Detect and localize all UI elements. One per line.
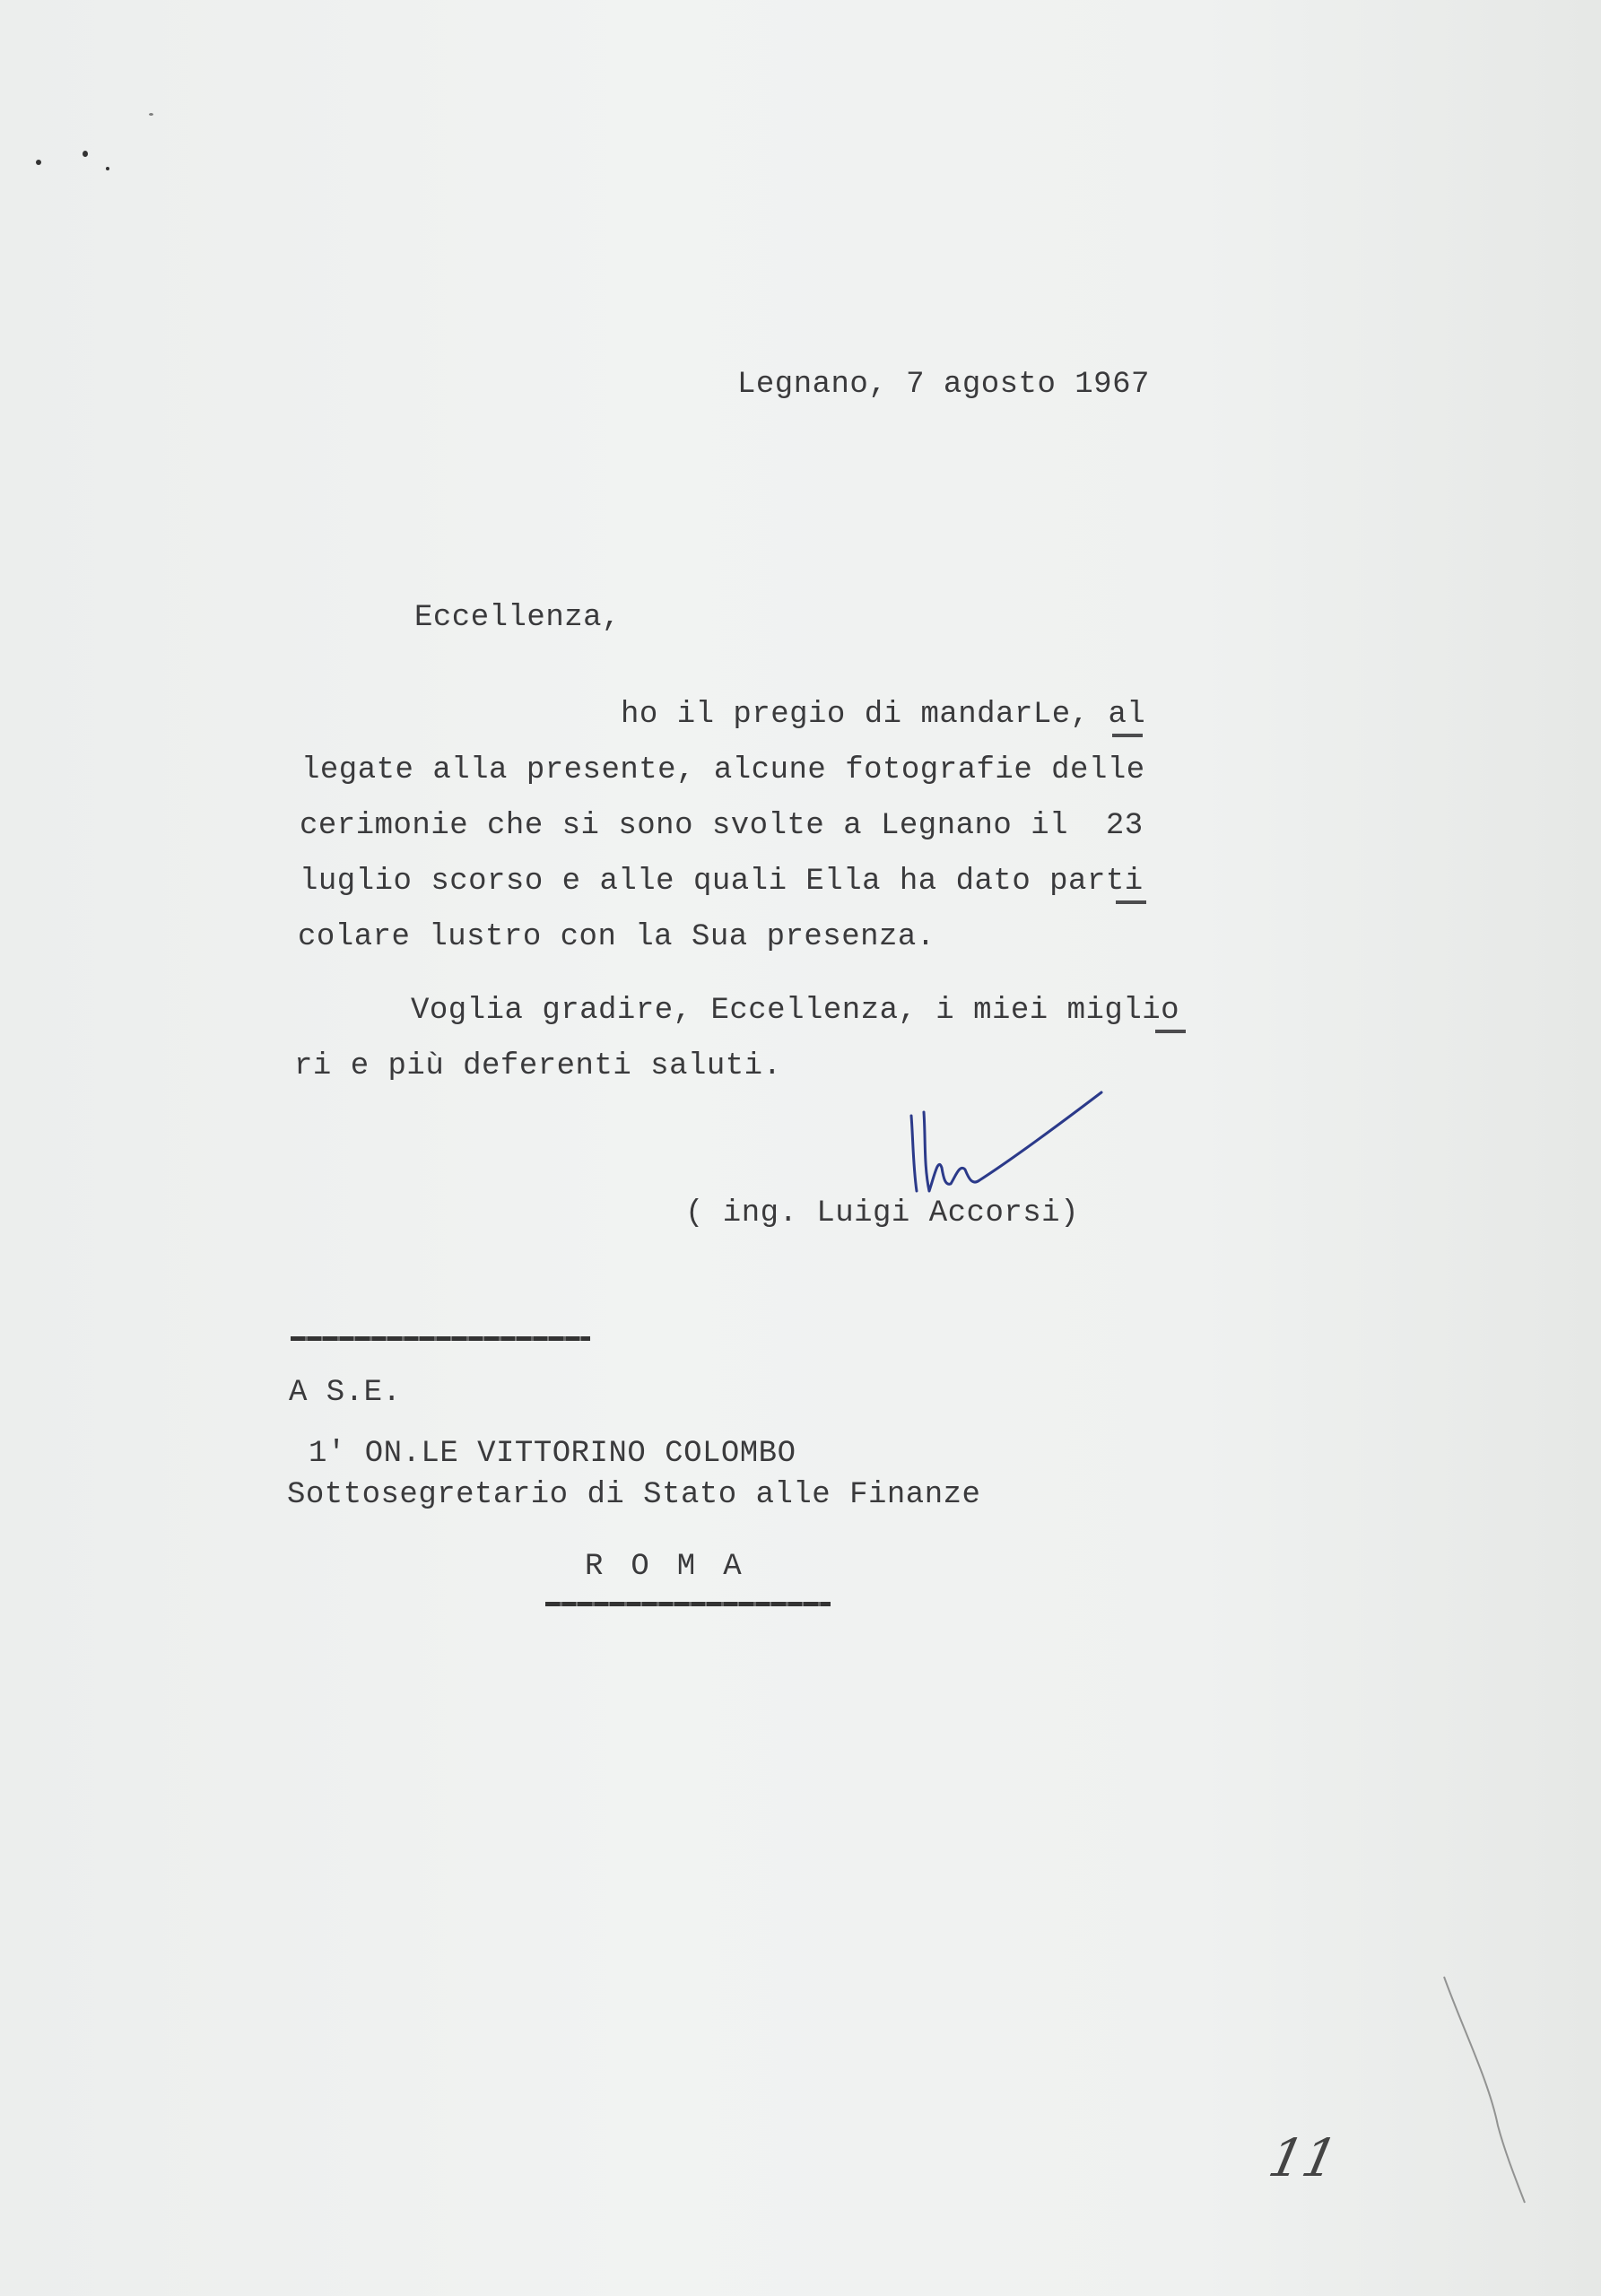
ink-speck [149, 113, 153, 116]
ink-speck [106, 167, 109, 170]
signatory-name: ( ing. Luigi Accorsi) [685, 1196, 1079, 1231]
ink-speck [36, 160, 41, 165]
separator-line [291, 1336, 590, 1341]
body-line: ho il pregio di mandarLe, al [621, 698, 1146, 732]
body-line: Voglia gradire, Eccellenza, i miei miglio [411, 994, 1180, 1028]
place-date: Legnano, 7 agosto 1967 [737, 368, 1150, 402]
hyphen-underline [1112, 734, 1143, 737]
body-line: cerimonie che si sono svolte a Legnano il 23 [300, 809, 1144, 843]
addressee-city: ROMA [585, 1550, 770, 1584]
salutation: Eccellenza, [414, 601, 621, 635]
hyphen-underline [1155, 1030, 1186, 1033]
body-line: luglio scorso e alle quali Ella ha dato parti [300, 865, 1144, 899]
ink-speck [83, 151, 88, 157]
body-line: legate alla presente, alcune fotografie delle [301, 753, 1145, 787]
body-line: ri e più deferenti saluti. [294, 1049, 782, 1083]
handwritten-signature [906, 1085, 1112, 1202]
addressee-title: Sottosegretario di Stato alle Finanze [287, 1478, 981, 1512]
hyphen-underline [1116, 900, 1146, 904]
addressee-prefix: A S.E. [289, 1376, 402, 1410]
addressee-name: 1' ON.LE VITTORINO COLOMBO [309, 1437, 796, 1471]
archive-number: 11 [1263, 2127, 1344, 2188]
body-line: colare lustro con la Sua presenza. [298, 920, 935, 954]
paper-scratch [1435, 1973, 1543, 2206]
city-underline [545, 1602, 831, 1606]
